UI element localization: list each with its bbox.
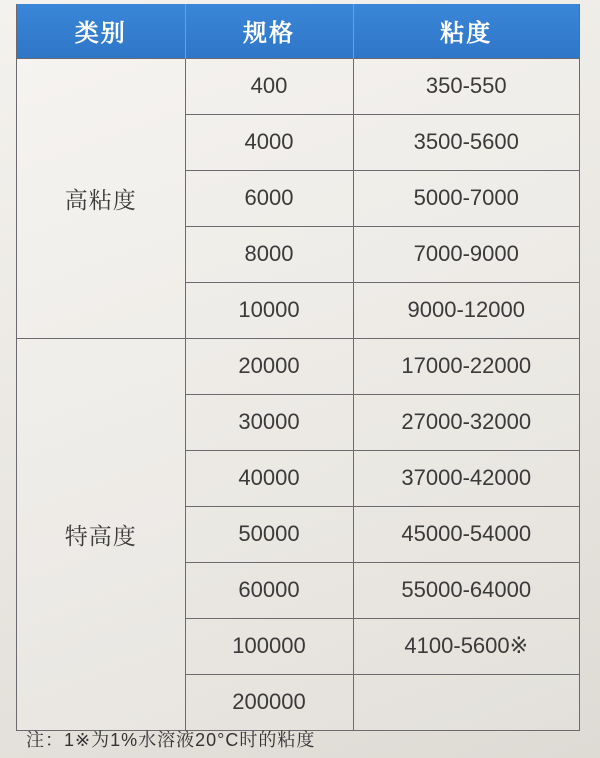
table-header — [17, 4, 579, 58]
spec-cell: 40000 — [185, 450, 353, 506]
viscosity-cell: 5000-7000 — [353, 170, 579, 226]
spec-cell: 50000 — [185, 506, 353, 562]
viscosity-cell: 9000-12000 — [353, 282, 579, 338]
viscosity-cell — [353, 674, 579, 730]
spec-cell: 10000 — [185, 282, 353, 338]
category-cell-high-viscosity: 高粘度 — [17, 58, 185, 338]
spec-cell: 6000 — [185, 170, 353, 226]
viscosity-cell: 27000-32000 — [353, 394, 579, 450]
header-viscosity: 粘度 — [353, 4, 579, 58]
viscosity-cell: 17000-22000 — [353, 338, 579, 394]
spec-cell: 400 — [185, 58, 353, 114]
viscosity-cell: 55000-64000 — [353, 562, 579, 618]
footnote: 注：1※为1%水溶液20°C时的粘度 — [26, 730, 316, 750]
spec-cell: 30000 — [185, 394, 353, 450]
spec-cell: 8000 — [185, 226, 353, 282]
table-row — [17, 58, 579, 114]
header-row — [17, 4, 579, 58]
viscosity-cell: 37000-42000 — [353, 450, 579, 506]
table-body — [17, 58, 579, 730]
spec-cell: 100000 — [185, 618, 353, 674]
viscosity-cell: 3500-5600 — [353, 114, 579, 170]
viscosity-cell: 350-550 — [353, 58, 579, 114]
header-category: 类别 — [17, 4, 185, 58]
spec-cell: 20000 — [185, 338, 353, 394]
table-row — [17, 338, 579, 394]
spec-cell: 200000 — [185, 674, 353, 730]
spec-cell: 60000 — [185, 562, 353, 618]
header-spec: 规格 — [185, 4, 353, 58]
spec-cell: 4000 — [185, 114, 353, 170]
viscosity-cell: 4100-5600※ — [353, 618, 579, 674]
viscosity-cell: 45000-54000 — [353, 506, 579, 562]
category-cell-extra-high-viscosity: 特高度 — [17, 338, 185, 730]
spec-table-container — [16, 4, 580, 731]
viscosity-spec-table — [17, 4, 579, 731]
viscosity-cell: 7000-9000 — [353, 226, 579, 282]
